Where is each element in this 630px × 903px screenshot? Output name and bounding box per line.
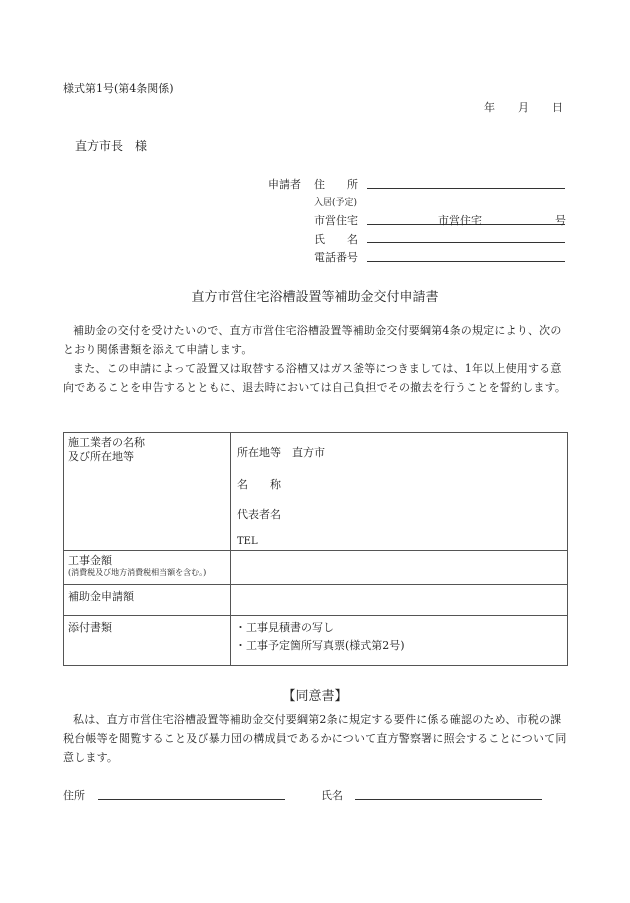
contractor-label-line1: 施工業者の名称 [68, 436, 145, 449]
attachment-item: ・工事見積書の写し [235, 621, 334, 634]
page-title: 直方市営住宅浴槽設置等補助金交付申請書 [191, 290, 439, 305]
contractor-tel: TEL [237, 536, 258, 547]
consent-heading: 【同意書】 [282, 689, 348, 704]
address-line[interactable] [367, 188, 565, 189]
addressee: 直方市長 様 [75, 139, 148, 153]
form-number: 様式第1号(第4条関係) [63, 82, 174, 95]
contractor-name: 名 称 [237, 478, 281, 491]
attachment-item: ・工事予定箇所写真票(様式第2号) [235, 639, 405, 652]
attachments-label: 添付書類 [68, 621, 112, 634]
subsidy-label: 補助金申請額 [68, 590, 134, 603]
date-day-label: 日 [552, 101, 563, 114]
cost-value-cell[interactable] [231, 551, 568, 585]
cost-label: 工事金額 [68, 554, 112, 567]
consent-address-line[interactable] [98, 799, 285, 800]
cost-note: (消費税及び地方消費税相当額を含む。) [68, 568, 207, 577]
contractor-label-cell [64, 433, 231, 551]
name-line[interactable] [367, 242, 565, 243]
contractor-representative: 代表者名 [237, 508, 281, 521]
contractor-info-cell[interactable] [231, 433, 568, 551]
consent-name-line[interactable] [355, 799, 542, 800]
phone-label: 電話番号 [314, 251, 358, 264]
date-year-label: 年 [484, 101, 495, 114]
address-label: 住 所 [314, 178, 358, 191]
consent-text: 私は、直方市営住宅浴槽設置等補助金交付要綱第2条に規定する要件に係る確認のため、市税の課税台帳等を閲覧すること及び暴力団の構成員であるかについて直方警察署に照会することについて同意します。 [63, 713, 567, 764]
subsidy-label-cell [64, 585, 231, 616]
cost-label-cell [64, 551, 231, 585]
consent-text-block [63, 710, 567, 767]
attachments-list-cell [231, 616, 568, 666]
contractor-label-line2: 及び所在地等 [68, 450, 134, 463]
body-paragraph-1: 補助金の交付を受けたいので、直方市営住宅浴槽設置等補助金交付要綱第4条の規定により、次のとおり関係書類を添えて申請します。 [63, 324, 562, 356]
move-in-label: 入居(予定) [314, 198, 358, 208]
applicant-heading: 申請者 [268, 178, 301, 191]
consent-name-label: 氏名 [321, 789, 343, 802]
contractor-table [63, 432, 568, 666]
housing-middle-label: 市営住宅 [438, 214, 482, 227]
body-paragraphs [63, 321, 567, 397]
consent-address-label: 住所 [63, 789, 85, 802]
contractor-location: 所在地等 直方市 [237, 446, 325, 459]
name-label: 氏 名 [314, 233, 358, 246]
phone-line[interactable] [367, 261, 565, 262]
housing-number-label: 号 [555, 214, 566, 227]
housing-label: 市営住宅 [314, 214, 358, 227]
attachments-label-cell [64, 616, 231, 666]
date-month-label: 月 [518, 101, 529, 114]
subsidy-value-cell[interactable] [231, 585, 568, 616]
body-paragraph-2: また、この申請によって設置又は取替する浴槽又はガス釜等につきましては、1年以上使用する意向であることを申告するとともに、退去時においては自己負担でその撤去を行うことを誓約します。 [63, 362, 567, 394]
